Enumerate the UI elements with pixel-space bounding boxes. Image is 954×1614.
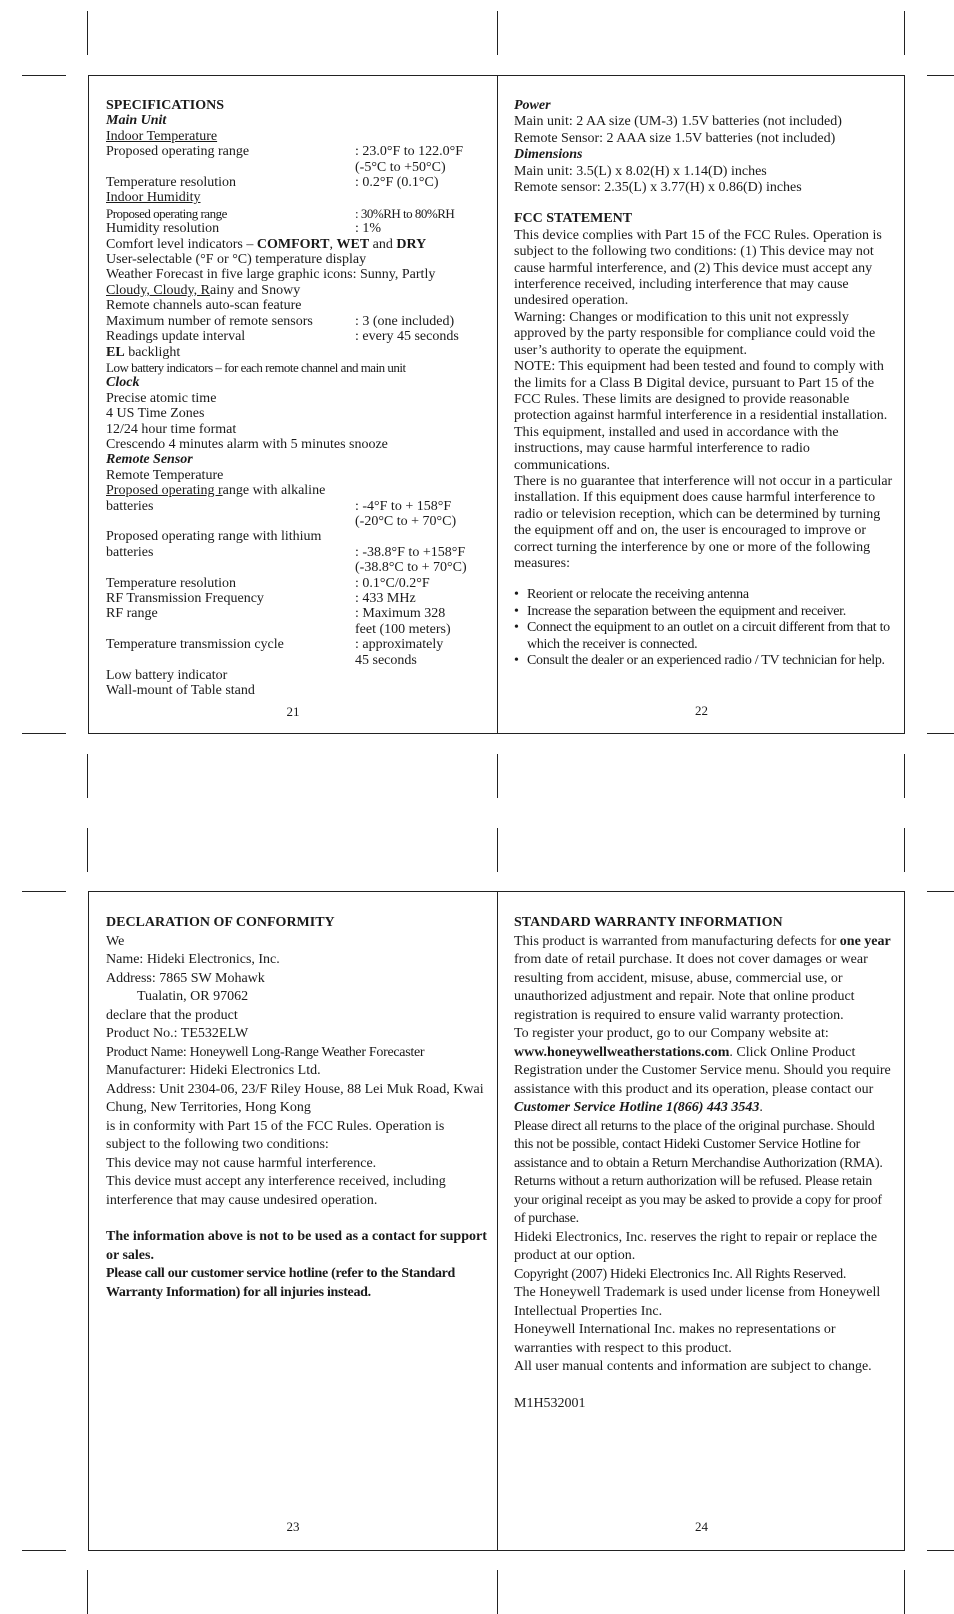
spec-row: [106, 499, 487, 530]
spec-row: [106, 144, 487, 175]
spec-label: Proposed operating range: [106, 144, 250, 160]
low-battery-indicator-line: Low battery indicator: [106, 668, 228, 684]
list-item: • Connect the equipment to an outlet on a circuit different from that to which the receiver is connected.: [514, 620, 895, 653]
spec-value: : 1%: [355, 221, 382, 237]
fcc-warning: Warning: Changes or modification to this unit not expressly approved by the party responsible for compliance could void the user’s authority to operate the equipment.: [514, 309, 876, 358]
crop-mark: [497, 828, 498, 872]
low-battery-line: Low battery indicators – for each remote channel and main unit: [106, 359, 406, 375]
crop-mark: [904, 1570, 905, 1614]
spec-value: : -4°F to + 158°F (-20°C to + 70°C): [355, 498, 457, 529]
comfort-sep: and: [369, 236, 397, 252]
spec-value: : 30%RH to 80%RH: [355, 205, 455, 221]
text-run: To register your product, go to our Company website at:: [514, 1026, 829, 1041]
indoor-temperature-heading: Indoor Temperature: [106, 128, 218, 144]
text-run: from date of retail purchase. It does not cover damages or wear resulting from accident, misuse, abuse, commercial use, or unauthorized adjustment and repair. Note that online product registration is required to ensure valid warranty protection.: [514, 952, 868, 1023]
indoor-humidity-heading: Indoor Humidity: [106, 190, 201, 206]
clock-item: 4 US Time Zones: [106, 406, 205, 422]
page-declaration: [89, 892, 497, 1550]
declaration-heading: DECLARATION OF CONFORMITY: [106, 915, 335, 930]
crop-mark: [904, 11, 905, 55]
one-year-text: one year: [839, 933, 891, 949]
list-item: • Consult the dealer or an experienced radio / TV technician for help.: [514, 653, 895, 669]
comfort-prefix: Comfort level indicators –: [106, 236, 257, 252]
dimension-line: Main unit: 3.5(L) x 8.02(H) x 1.14(D) inches: [514, 163, 767, 179]
spec-row: [106, 206, 487, 221]
warranty-paragraph: [514, 1025, 895, 1118]
page-warranty: [498, 892, 905, 1550]
forecast-line: Weather Forecast in five large graphic icons: Sunny, Partly: [106, 267, 436, 283]
crop-mark: [22, 75, 66, 76]
text-run: .: [759, 1100, 763, 1115]
alkaline-rest: ange with alkaline: [222, 483, 326, 499]
list-item: • Reorient or relocate the receiving antenna: [514, 587, 895, 603]
el-label: EL: [106, 344, 125, 360]
doc-line: Address: 7865 SW Mohawk: [106, 970, 265, 986]
warranty-paragraph: Honeywell International Inc. makes no representations or warranties with respect to this product.: [514, 1322, 836, 1356]
comfort-line: [106, 237, 487, 252]
forecast-line-2: [106, 283, 487, 298]
main-unit-heading: Main Unit: [106, 113, 167, 129]
spec-label: Temperature transmission cycle: [106, 637, 284, 653]
spec-value: : 0.1°C/0.2°F: [355, 575, 430, 591]
spec-row: [106, 221, 487, 236]
spec-label: Maximum number of remote sensors: [106, 313, 313, 329]
crop-mark: [22, 891, 66, 892]
page-number: 24: [695, 1518, 708, 1534]
fcc-paragraph: There is no guarantee that interference will not occur in a particular installation. If this equipment does cause harmful interference to radio or television reception, which can be determined by turning the equipment off and on, the user is encouraged to improve or correct turning the interference by one or more of the following measures:: [514, 473, 893, 571]
fcc-heading: FCC STATEMENT: [514, 211, 633, 227]
fcc-note: NOTE: This equipment had been tested and found to comply with the limits for a Class B Digital device, pursuant to Part 15 of the FCC Rules. These limits are designed to provide reasonable protection against harmful interference in a residential installation. This equipment, installed and used in accordance with the instructions, may cause harmful interference to radio communications.: [514, 359, 888, 473]
wet-label: WET: [336, 236, 370, 252]
dimensions-heading: Dimensions: [514, 147, 583, 163]
spec-row: [106, 576, 487, 591]
power-line: Main unit: 2 AA size (UM-3) 1.5V batteries (not included): [514, 114, 842, 130]
spec-row: [106, 175, 487, 190]
spec-label: batteries: [106, 498, 154, 514]
crop-mark: [927, 75, 954, 76]
spec-row: [106, 637, 487, 668]
crop-mark: [87, 754, 88, 798]
doc-line: Manufacturer: Hideki Electronics Ltd.: [106, 1063, 321, 1078]
spec-value: : every 45 seconds: [355, 329, 459, 345]
website-text: www.honeywellweatherstations.com: [514, 1044, 730, 1060]
crop-mark: [87, 11, 88, 55]
bold-notice: The information above is not to be used as a contact for support or sales.: [106, 1229, 487, 1263]
comfort-sep: ,: [329, 236, 337, 252]
spec-label: Humidity resolution: [106, 221, 220, 237]
crop-mark: [87, 828, 88, 872]
doc-line: is in conformity with Part 15 of the FCC Rules. Operation is subject to the following two conditions:: [106, 1118, 445, 1152]
document-code: M1H532001: [514, 1395, 586, 1411]
backlight-text: backlight: [124, 344, 181, 360]
warranty-paragraph: Please direct all returns to the place of the original purchase. Should this not be possible, contact Hideki Customer Service Hotline for assistance and to obtain a Return Merchandise Authorization (RMA). Returns without a return authorization will be refused. Please retain your original receipt as you may be asked to provide a copy for proof of purchase.: [514, 1118, 883, 1226]
doc-line: This device may not cause harmful interference.: [106, 1155, 377, 1171]
spec-value: : Maximum 328 feet (100 meters): [355, 606, 451, 637]
backlight-line: [106, 345, 487, 360]
crop-mark: [927, 733, 954, 734]
spec-value: : -38.8°F to +158°F (-38.8°C to + 70°C): [355, 544, 467, 576]
doc-line: Product No.: TE532ELW: [106, 1026, 249, 1041]
doc-line: We: [106, 933, 125, 949]
warranty-paragraph: The Honeywell Trademark is used under license from Honeywell Intellectual Properties Inc.: [514, 1285, 881, 1319]
text-run: This product is warranted from manufacturing defects for: [514, 933, 840, 949]
doc-line: Product Name: Honeywell Long-Range Weather Forecaster: [106, 1044, 425, 1060]
spec-label: RF Transmission Frequency: [106, 591, 264, 606]
bold-notice: Please call our customer service hotline (refer to the Standard Warranty Information) for all injuries instead.: [106, 1266, 456, 1300]
crop-mark: [87, 1570, 88, 1614]
doc-line: Name: Hideki Electronics, Inc.: [106, 952, 280, 967]
spec-value: : approximately 45 seconds: [355, 637, 444, 668]
alkaline-line: [106, 483, 487, 498]
dry-label: DRY: [396, 236, 427, 252]
spec-row: [106, 545, 487, 576]
crop-mark: [22, 733, 66, 734]
spec-value: : 3 (one included): [355, 313, 455, 329]
warranty-paragraph: All user manual contents and information are subject to change.: [514, 1359, 872, 1374]
clock-item: Precise atomic time: [106, 390, 217, 406]
power-heading: Power: [514, 98, 551, 113]
remote-sensor-heading: Remote Sensor: [106, 452, 193, 468]
spec-label: Proposed operating range: [106, 205, 227, 221]
text-run: . Click Online Product Registration under the Customer Service menu. Should you require assistance with this product and its operation, please contact our: [514, 1044, 891, 1097]
spec-label: batteries: [106, 544, 154, 560]
crop-mark: [904, 754, 905, 798]
crop-mark: [497, 754, 498, 798]
clock-heading: Clock: [106, 375, 140, 391]
comfort-label: COMFORT: [256, 236, 330, 252]
warranty-heading: STANDARD WARRANTY INFORMATION: [514, 915, 783, 930]
sheet-top: [88, 75, 905, 734]
warranty-paragraph: [514, 933, 895, 1026]
forecast-underlined: Cloudy, Cloudy, R: [106, 282, 210, 298]
doc-line: Address: Unit 2304-06, 23/F Riley House, 88 Lei Muk Road, Kwai Chung, New Territories, Hong Kong: [106, 1081, 484, 1115]
crop-mark: [22, 1550, 66, 1551]
dimension-line: Remote sensor: 2.35(L) x 3.77(H) x 0.86(D) inches: [514, 180, 802, 196]
spec-value: : 0.2°F (0.1°C): [355, 175, 439, 191]
measures-list: [514, 587, 895, 669]
fcc-paragraph: This device complies with Part 15 of the FCC Rules. Operation is subject to the following two conditions: (1) This device may not cause harmful interference, and (2) This device must accept any interference received, including interference that may cause undesired operation.: [514, 227, 882, 309]
spec-label: RF range: [106, 606, 158, 622]
spec-value: : 433 MHz: [355, 591, 416, 606]
page-specifications: [89, 76, 497, 733]
doc-line: declare that the product: [106, 1007, 238, 1023]
specifications-heading: SPECIFICATIONS: [106, 98, 224, 113]
hotline-text: Customer Service Hotline 1(866) 443 3543: [514, 1100, 760, 1115]
crop-mark: [497, 11, 498, 55]
page-number: 23: [286, 1518, 300, 1534]
page-number: 22: [695, 702, 708, 718]
spec-label: Readings update interval: [106, 329, 246, 345]
copyright-line: Copyright (2007) Hideki Electronics Inc. All Rights Reserved.: [514, 1266, 847, 1282]
clock-item: 12/24 hour time format: [106, 421, 237, 437]
spec-row: [106, 329, 487, 344]
spec-row: [106, 606, 487, 637]
crop-mark: [927, 1550, 954, 1551]
remote-temperature-line: Remote Temperature: [106, 467, 224, 483]
sheet-bottom: [88, 891, 905, 1551]
spec-row: [106, 314, 487, 329]
warranty-paragraph: Hideki Electronics, Inc. reserves the right to repair or replace the product at our option.: [514, 1229, 878, 1263]
power-line: Remote Sensor: 2 AAA size 1.5V batteries (not included): [514, 130, 836, 146]
lithium-line: Proposed operating range with lithium: [106, 529, 322, 545]
clock-item: Crescendo 4 minutes alarm with 5 minutes snooze: [106, 436, 388, 452]
wall-mount-line: Wall-mount of Table stand: [106, 683, 255, 699]
crop-mark: [927, 891, 954, 892]
crop-mark: [904, 828, 905, 872]
temp-display-line: User-selectable (°F or °C) temperature display: [106, 252, 367, 268]
crop-mark: [497, 1570, 498, 1614]
page-power-fcc: [498, 76, 905, 733]
spec-value: : 23.0°F to 122.0°F (-5°C to +50°C): [355, 144, 464, 175]
spec-label: Temperature resolution: [106, 175, 237, 191]
doc-line: Tualatin, OR 97062: [137, 989, 249, 1004]
page-number: 21: [286, 703, 300, 719]
alkaline-underlined: Proposed operating r: [106, 483, 223, 499]
spec-label: Temperature resolution: [106, 575, 237, 591]
auto-scan-line: Remote channels auto-scan feature: [106, 298, 302, 314]
doc-line: This device must accept any interference received, including interference that may cause undesired operation.: [106, 1174, 446, 1208]
spec-row: [106, 591, 487, 606]
list-item: • Increase the separation between the equipment and receiver.: [514, 604, 895, 620]
forecast-rest: ainy and Snowy: [209, 282, 301, 298]
